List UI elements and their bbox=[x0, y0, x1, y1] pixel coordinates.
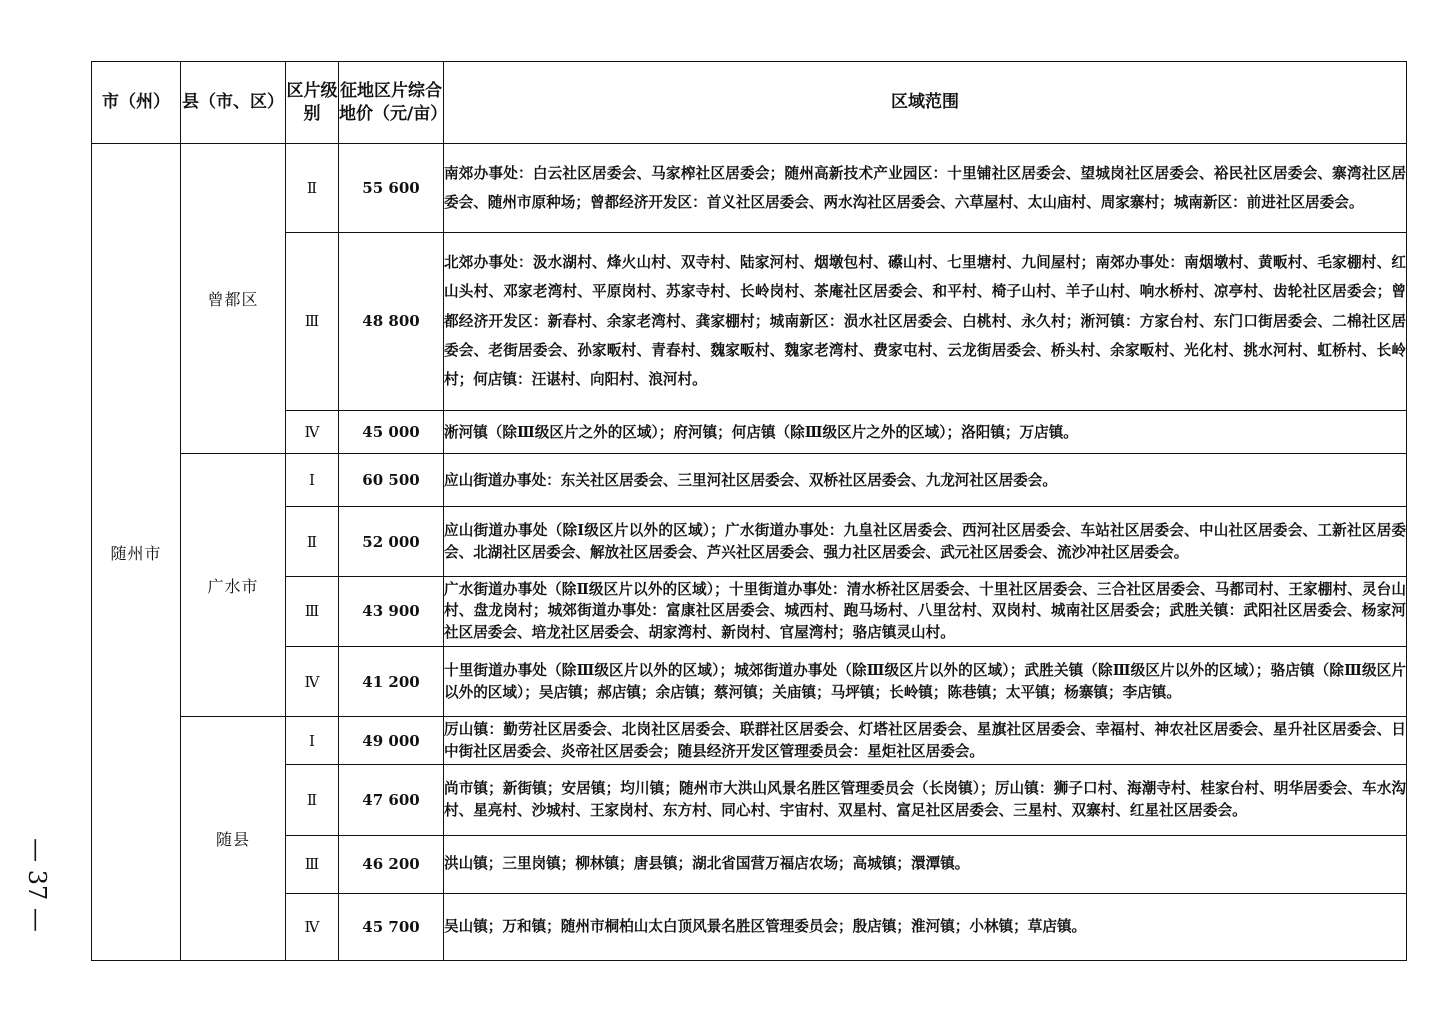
table-row bbox=[92, 232, 1407, 411]
county-name: 随县 bbox=[181, 717, 286, 961]
page-number bbox=[2, 835, 72, 935]
area-cell: 厉山镇：勤劳社区居委会、北岗社区居委会、联群社区居委会、灯塔社区居委会、星旗社区居委会、幸福村、神农社区居委会、星升社区居委会、日中街社区居委会、炎帝社区居委会；随县经济开发区管理委员会：星炬社区居委会。 bbox=[444, 717, 1407, 765]
price-cell: 43 900 bbox=[339, 576, 444, 646]
grade-cell: Ⅳ bbox=[286, 411, 339, 454]
grade-cell: Ⅰ bbox=[286, 717, 339, 765]
county-name: 广水市 bbox=[181, 454, 286, 717]
table-row bbox=[92, 144, 1407, 232]
area-cell: 尚市镇；新街镇；安居镇；均川镇；随州市大洪山风景名胜区管理委员会（长岗镇）；厉山镇：狮子口村、海潮寺村、桂家台村、明华居委会、车水沟村、星亮村、沙城村、王家岗村、东方村、同心村、宇宙村、双星村、富足社区居委会、三星村、双寨村、红星社区居委会。 bbox=[444, 765, 1407, 835]
grade-cell: Ⅳ bbox=[286, 893, 339, 960]
area-cell: 南郊办事处：白云社区居委会、马家榨社区居委会；随州高新技术产业园区：十里铺社区居委会、望城岗社区居委会、裕民社区居委会、寨湾社区居委会、随州市原种场；曾都经济开发区：首义社区居委会、两水沟社区居委会、六草屋村、太山庙村、周家寨村；城南新区：前进社区居委会。 bbox=[444, 144, 1407, 232]
grade-cell: Ⅱ bbox=[286, 507, 339, 576]
table-row bbox=[92, 835, 1407, 893]
price-cell: 45 000 bbox=[339, 411, 444, 454]
grade-cell: Ⅲ bbox=[286, 835, 339, 893]
table-row bbox=[92, 646, 1407, 716]
area-cell: 北郊办事处：汲水湖村、烽火山村、双寺村、陆家河村、烟墩包村、礤山村、七里塘村、九间屋村；南郊办事处：南烟墩村、黄畈村、毛家棚村、红山头村、邓家老湾村、平原岗村、苏家寺村、长岭岗村、茶庵社区居委会、和平村、椅子山村、羊子山村、响水桥村、凉亭村、齿轮社区居委会；曾都经济开发区：新春村、余家老湾村、龚家棚村；城南新区：涢水社区居委会、白桃村、永久村；淅河镇：方家台村、东门口街居委会、二棉社区居委会、老街居委会、孙家畈村、青春村、魏家畈村、魏家老湾村、费家屯村、云龙街居委会、桥头村、余家畈村、光化村、挑水河村、虹桥村、长岭村；何店镇：汪谌村、向阳村、浪河村。 bbox=[444, 232, 1407, 411]
table-row bbox=[92, 576, 1407, 646]
table-row bbox=[92, 507, 1407, 576]
table-row bbox=[92, 454, 1407, 507]
table-row bbox=[92, 411, 1407, 454]
grade-cell: Ⅱ bbox=[286, 765, 339, 835]
area-cell: 应山街道办事处：东关社区居委会、三里河社区居委会、双桥社区居委会、九龙河社区居委会。 bbox=[444, 454, 1407, 507]
city-name: 随州市 bbox=[92, 144, 181, 961]
land-price-table bbox=[91, 61, 1407, 961]
area-cell: 十里街道办事处（除Ⅲ级区片以外的区域）；城郊街道办事处（除Ⅲ级区片以外的区域）；武胜关镇（除Ⅲ级区片以外的区域）；骆店镇（除Ⅲ级区片以外的区域）；吴店镇；郝店镇；余店镇；蔡河镇；关庙镇；马坪镇；长岭镇；陈巷镇；太平镇；杨寨镇；李店镇。 bbox=[444, 646, 1407, 716]
price-cell: 55 600 bbox=[339, 144, 444, 232]
grade-cell: Ⅱ bbox=[286, 144, 339, 232]
grade-cell: Ⅲ bbox=[286, 576, 339, 646]
table-row bbox=[92, 765, 1407, 835]
price-cell: 49 000 bbox=[339, 717, 444, 765]
header-city: 市（州） bbox=[92, 62, 181, 144]
area-cell: 洪山镇；三里岗镇；柳林镇；唐县镇；湖北省国营万福店农场；高城镇；澴潭镇。 bbox=[444, 835, 1407, 893]
price-cell: 46 200 bbox=[339, 835, 444, 893]
header-range: 区域范围 bbox=[444, 62, 1407, 144]
price-cell: 45 700 bbox=[339, 893, 444, 960]
price-cell: 41 200 bbox=[339, 646, 444, 716]
area-cell: 广水街道办事处（除Ⅱ级区片以外的区域）；十里街道办事处：清水桥社区居委会、十里社区居委会、三合社区居委会、马都司村、王家棚村、灵台山村、盘龙岗村；城郊街道办事处：富康社区居委会、城西村、跑马场村、八里岔村、双岗村、城南社区居委会；武胜关镇：武阳社区居委会、杨家河社区居委会、培龙社区居委会、胡家湾村、新岗村、官屋湾村；骆店镇灵山村。 bbox=[444, 576, 1407, 646]
area-cell: 吴山镇；万和镇；随州市桐柏山太白顶风景名胜区管理委员会；殷店镇；淮河镇；小林镇；草店镇。 bbox=[444, 893, 1407, 960]
page-number-text: — 37 — bbox=[23, 838, 52, 932]
area-cell: 应山街道办事处（除Ⅰ级区片以外的区域）；广水街道办事处：九皇社区居委会、西河社区居委会、车站社区居委会、中山社区居委会、工新社区居委会、北湖社区居委会、解放社区居委会、芦兴社区居委会、强力社区居委会、武元社区居委会、流沙冲社区居委会。 bbox=[444, 507, 1407, 576]
county-name: 曾都区 bbox=[181, 144, 286, 454]
grade-cell: Ⅲ bbox=[286, 232, 339, 411]
price-cell: 48 800 bbox=[339, 232, 444, 411]
area-cell: 淅河镇（除Ⅲ级区片之外的区域）；府河镇；何店镇（除Ⅲ级区片之外的区域）；洛阳镇；万店镇。 bbox=[444, 411, 1407, 454]
price-cell: 60 500 bbox=[339, 454, 444, 507]
table-row bbox=[92, 893, 1407, 960]
table-header-row bbox=[92, 62, 1407, 144]
price-cell: 52 000 bbox=[339, 507, 444, 576]
price-cell: 47 600 bbox=[339, 765, 444, 835]
header-grade: 区片级别 bbox=[286, 62, 339, 144]
grade-cell: Ⅳ bbox=[286, 646, 339, 716]
grade-cell: Ⅰ bbox=[286, 454, 339, 507]
header-price: 征地区片综合地价（元/亩） bbox=[339, 62, 444, 144]
table-row bbox=[92, 717, 1407, 765]
header-county: 县（市、区） bbox=[181, 62, 286, 144]
